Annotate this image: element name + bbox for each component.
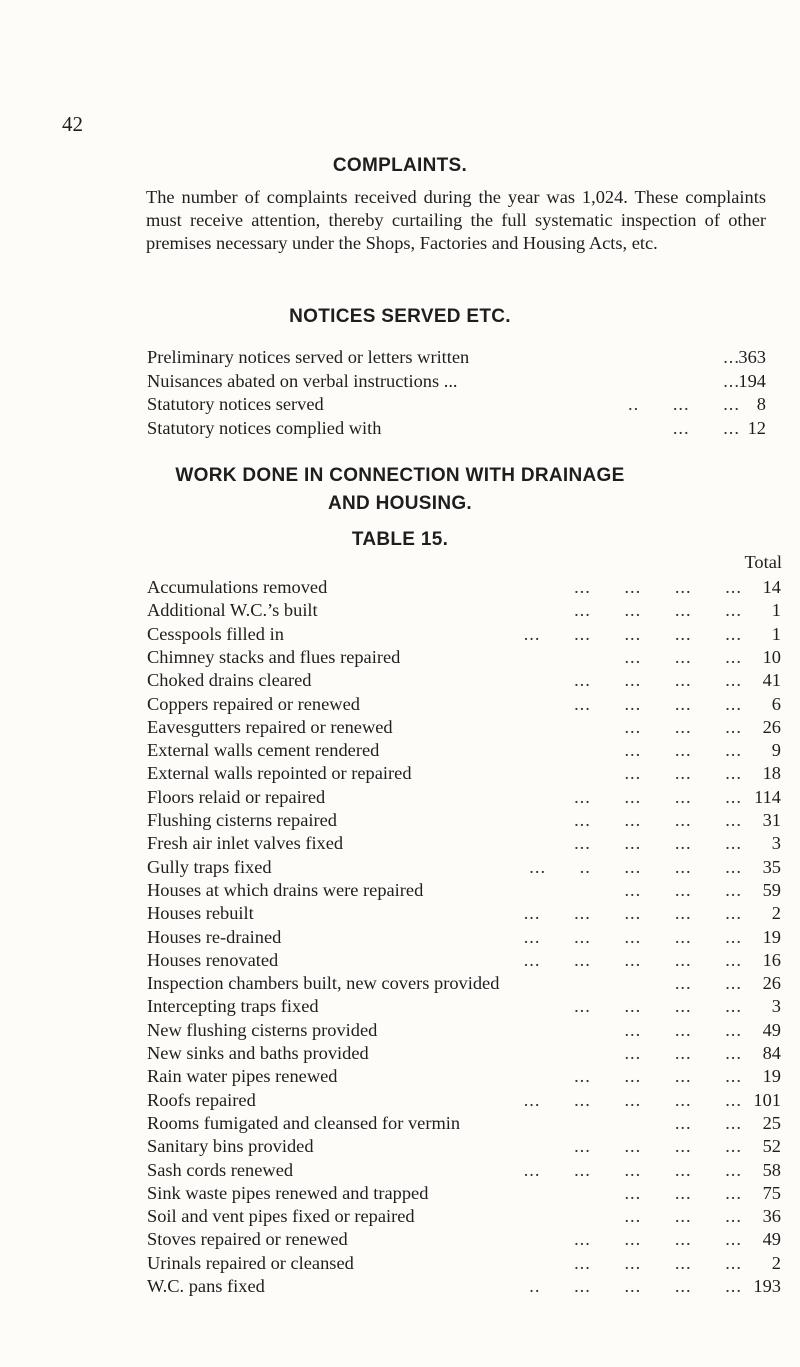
leader-dots: ... ... ... ...	[574, 1136, 742, 1157]
leader-dots: ... ...	[672, 417, 740, 438]
row-label: Statutory notices complied with	[147, 417, 382, 438]
leader-dots: ... ... ... ...	[574, 600, 742, 621]
row-value: 49	[762, 1229, 781, 1250]
table-row	[0, 1112, 800, 1135]
table-row	[0, 1065, 800, 1088]
row-label: Houses re-drained	[147, 926, 282, 947]
row-value: 75	[762, 1182, 781, 1203]
leader-dots: ... .. ... ... ...	[529, 856, 742, 877]
row-label: Statutory notices served	[147, 394, 324, 414]
leader-dots: ... ... ... ...	[574, 810, 742, 830]
row-label: Houses rebuilt	[147, 903, 254, 924]
row-label: Fresh air inlet valves fixed	[147, 833, 344, 854]
leader-dots: ... ... ...	[624, 1043, 742, 1063]
row-value: 36	[762, 1206, 781, 1227]
table-row	[0, 716, 800, 739]
leader-dots: ... ... ... ...	[574, 693, 742, 714]
leader-dots: ... ... ... ...	[574, 670, 742, 691]
row-label: Urinals repaired or cleansed	[147, 1252, 354, 1273]
row-label: External walls cement rendered	[147, 740, 380, 761]
row-value: 49	[762, 1019, 781, 1040]
complaints-heading: COMPLAINTS.	[332, 155, 468, 176]
row-label: Intercepting traps fixed	[147, 996, 319, 1017]
table-row	[0, 856, 800, 879]
row-value: 6	[771, 693, 781, 714]
leader-dots: ... ... ...	[624, 740, 742, 761]
row-value: 35	[762, 856, 781, 877]
leader-dots: .. ... ...	[628, 394, 740, 414]
row-label: Sash cords renewed	[147, 1159, 294, 1180]
leader-dots: ... ... ... ...	[574, 577, 742, 597]
row-label: Nuisances abated on verbal instructions ...	[147, 370, 458, 391]
leader-dots: ... ... ...	[624, 1182, 742, 1203]
row-value: 25	[762, 1112, 781, 1133]
row-value: 19	[762, 926, 781, 947]
leader-dots: ... ... ...	[624, 763, 742, 784]
leader-dots: ... ... ... ... ...	[523, 623, 742, 644]
table-row	[0, 739, 800, 762]
leader-dots: ...	[723, 370, 740, 391]
row-label: Eavesgutters repaired or renewed	[147, 716, 393, 737]
leader-dots: ... ... ... ... ...	[523, 949, 742, 970]
row-value: 3	[771, 996, 781, 1017]
table-row	[0, 417, 800, 440]
leader-dots: ... ... ...	[624, 1206, 742, 1227]
table-row	[0, 762, 800, 785]
row-value: 1	[771, 623, 781, 644]
row-label: Inspection chambers built, new covers provided	[147, 973, 500, 994]
row-value: 8	[756, 394, 766, 414]
table-row	[0, 926, 800, 949]
table-row	[0, 1182, 800, 1205]
leader-dots: ... ... ... ... ...	[523, 1159, 742, 1180]
table-row	[0, 1252, 800, 1275]
leader-dots: ... ... ... ...	[574, 1252, 742, 1273]
row-label: Flushing cisterns repaired	[147, 810, 337, 830]
row-label: Accumulations removed	[147, 577, 328, 597]
leader-dots: ... ... ...	[624, 716, 742, 737]
row-value: 41	[762, 670, 781, 691]
leader-dots: ... ... ... ...	[574, 786, 742, 807]
table-row	[0, 879, 800, 902]
row-value: 31	[762, 810, 781, 830]
table-row	[0, 1042, 800, 1065]
table-row	[0, 786, 800, 809]
table-row	[0, 693, 800, 716]
row-value: 2	[771, 903, 781, 924]
row-label: External walls repointed or repaired	[147, 763, 412, 784]
row-value: 1	[771, 600, 781, 621]
row-label: Floors relaid or repaired	[147, 786, 326, 807]
row-label: Coppers repaired or renewed	[147, 693, 360, 714]
table-row	[0, 832, 800, 855]
leader-dots: ... ... ...	[624, 646, 742, 667]
row-value: 84	[762, 1043, 781, 1063]
row-value: 101	[753, 1089, 781, 1110]
table-row	[0, 1089, 800, 1112]
table-row	[0, 1159, 800, 1182]
table-row	[0, 995, 800, 1018]
table-row	[0, 809, 800, 832]
row-label: Rooms fumigated and cleansed for vermin	[147, 1112, 461, 1133]
leader-dots: .. ... ... ... ...	[529, 1276, 742, 1296]
row-label: Sanitary bins provided	[147, 1136, 314, 1157]
row-label: W.C. pans fixed	[147, 1276, 265, 1296]
row-label: Gully traps fixed	[147, 856, 272, 877]
leader-dots: ... ... ... ... ...	[523, 1089, 742, 1110]
row-value: 59	[762, 879, 781, 900]
table-row	[0, 1275, 800, 1298]
leader-dots: ... ... ... ...	[574, 1066, 742, 1087]
row-label: Additional W.C.’s built	[147, 600, 318, 621]
total-column-header: Total	[744, 552, 782, 572]
leader-dots: ... ... ...	[624, 879, 742, 900]
table-row	[0, 576, 800, 599]
leader-dots: ... ... ... ... ...	[523, 903, 742, 924]
row-value: 3	[771, 833, 781, 854]
table-row	[0, 1228, 800, 1251]
row-label: Soil and vent pipes fixed or repaired	[147, 1206, 415, 1227]
row-value: 193	[753, 1276, 781, 1296]
row-value: 9	[771, 740, 781, 761]
table-row	[0, 949, 800, 972]
table-row	[0, 623, 800, 646]
leader-dots: ... ... ... ...	[574, 833, 742, 854]
leader-dots: ... ... ... ... ...	[523, 926, 742, 947]
leader-dots: ... ...	[674, 1112, 742, 1133]
table-row	[0, 346, 800, 369]
row-value: 16	[762, 949, 781, 970]
row-label: Stoves repaired or renewed	[147, 1229, 348, 1250]
row-value: 363	[738, 347, 766, 367]
row-label: Houses renovated	[147, 949, 279, 970]
table-row	[0, 370, 800, 393]
row-value: 12	[747, 417, 766, 438]
row-value: 26	[762, 973, 781, 994]
row-label: Houses at which drains were repaired	[147, 879, 424, 900]
row-label: New flushing cisterns provided	[147, 1019, 378, 1040]
row-label: Choked drains cleared	[147, 670, 312, 691]
row-label: Sink waste pipes renewed and trapped	[147, 1182, 429, 1203]
table-row	[0, 1205, 800, 1228]
complaints-paragraph: The number of complaints received during the year was 1,024. These complaints must receive attention, thereby curtailing the full systematic inspection of other premises necessary under the Shops, Factories and Housing Acts, etc.	[146, 187, 766, 253]
table-row	[0, 646, 800, 669]
leader-dots: ... ... ...	[624, 1019, 742, 1040]
row-value: 52	[762, 1136, 781, 1157]
work-heading-line1: WORK DONE IN CONNECTION WITH DRAINAGE	[175, 465, 625, 486]
row-label: Chimney stacks and flues repaired	[147, 646, 401, 667]
row-value: 18	[762, 763, 781, 784]
table-row	[0, 1019, 800, 1042]
row-label: New sinks and baths provided	[147, 1043, 369, 1063]
table-row	[0, 1135, 800, 1158]
notices-heading: NOTICES SERVED ETC.	[289, 306, 511, 327]
row-label: Cesspools filled in	[147, 623, 284, 644]
table-row	[0, 669, 800, 692]
row-label: Preliminary notices served or letters written	[147, 347, 470, 367]
table-title: TABLE 15.	[351, 529, 449, 550]
row-value: 114	[754, 786, 781, 807]
row-label: Rain water pipes renewed	[147, 1066, 338, 1087]
leader-dots: ... ...	[674, 973, 742, 994]
leader-dots: ... ... ... ...	[574, 996, 742, 1017]
row-value: 2	[771, 1252, 781, 1273]
page-number: 42	[62, 112, 83, 136]
leader-dots: ...	[723, 347, 740, 367]
row-value: 10	[762, 646, 781, 667]
row-value: 194	[738, 370, 766, 391]
row-value: 19	[762, 1066, 781, 1087]
row-value: 14	[762, 577, 781, 597]
table-row	[0, 902, 800, 925]
row-value: 26	[762, 716, 781, 737]
table-row	[0, 393, 800, 416]
leader-dots: ... ... ... ...	[574, 1229, 742, 1250]
table-row	[0, 599, 800, 622]
table-row	[0, 972, 800, 995]
row-value: 58	[762, 1159, 781, 1180]
work-heading-line2: AND HOUSING.	[328, 493, 472, 514]
row-label: Roofs repaired	[147, 1089, 256, 1110]
